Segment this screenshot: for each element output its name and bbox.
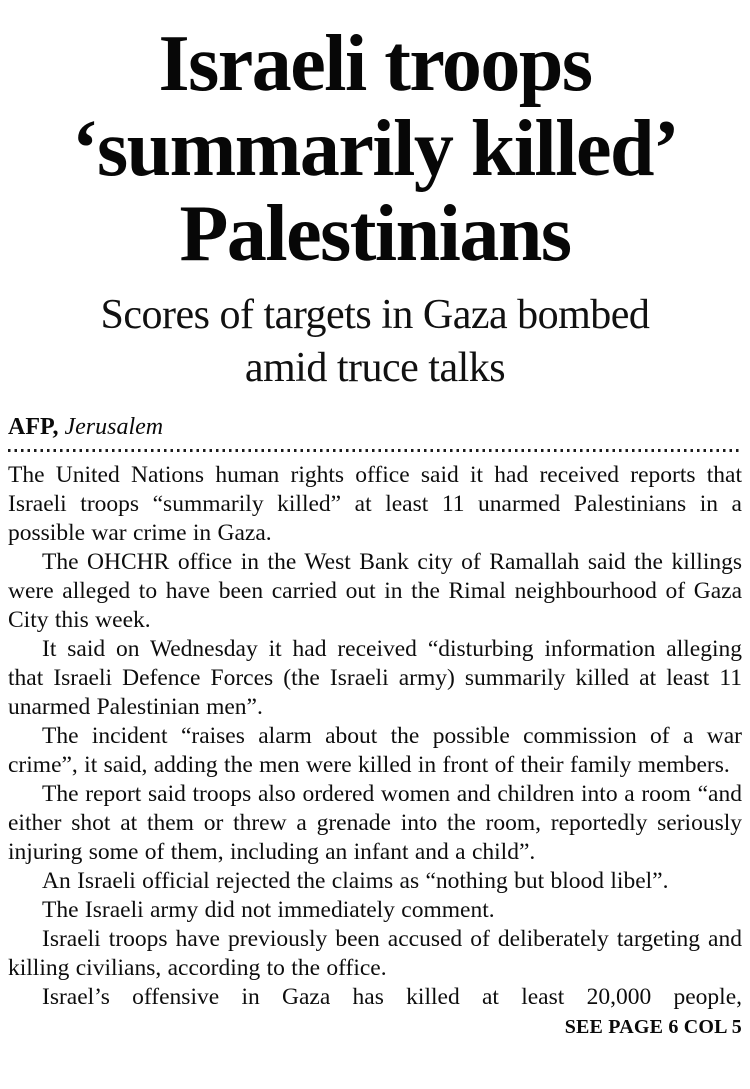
- article-paragraph: Israel’s offensive in Gaza has killed at least 20,000 people,: [42, 984, 742, 1010]
- subheadline: [8, 289, 742, 395]
- headline-line-3: Palestinians: [179, 190, 571, 278]
- headline-line-2: ‘summarily killed’: [71, 105, 679, 193]
- headline: [8, 22, 742, 277]
- article-paragraph: The incident “raises alarm about the possible commission of a war crime”, it said, adding the men were killed in front of their family members.: [8, 723, 742, 778]
- article-paragraph: The Israeli army did not immediately comment.: [42, 897, 495, 923]
- article-paragraph: The report said troops also ordered women and children into a room “and either shot at them or threw a grenade into the room, reportedly seriously injuring some of them, including an infant and a child”.: [8, 781, 742, 865]
- article-paragraph: Israeli troops have previously been accused of deliberately targeting and killing civilians, according to the office.: [8, 926, 742, 981]
- dotted-divider: [8, 449, 742, 452]
- subheadline-line-1: Scores of targets in Gaza bombed: [100, 292, 650, 338]
- headline-line-1: Israeli troops: [158, 20, 592, 108]
- article-body: [8, 461, 742, 1012]
- byline-location: Jerusalem: [64, 414, 164, 440]
- article-paragraph: The OHCHR office in the West Bank city of Ramallah said the killings were alleged to have been carried out in the Rimal neighbourhood of Gaza City this week.: [8, 549, 742, 633]
- byline: [8, 413, 742, 441]
- article-paragraph: It said on Wednesday it had received “disturbing information alleging that Israeli Defence Forces (the Israeli army) summarily killed at least 11 unarmed Palestinian men”.: [8, 636, 742, 720]
- article-paragraph: An Israeli official rejected the claims as “nothing but blood libel”.: [42, 868, 669, 894]
- subheadline-line-2: amid truce talks: [244, 345, 506, 391]
- continuation-note: SEE PAGE 6 COL 5: [564, 1016, 742, 1038]
- byline-agency: AFP,: [8, 414, 59, 440]
- article-paragraph: The United Nations human rights office said it had received reports that Israeli troops “summarily killed” at least 11 unarmed Palestinians in a possible war crime in Gaza.: [8, 462, 742, 546]
